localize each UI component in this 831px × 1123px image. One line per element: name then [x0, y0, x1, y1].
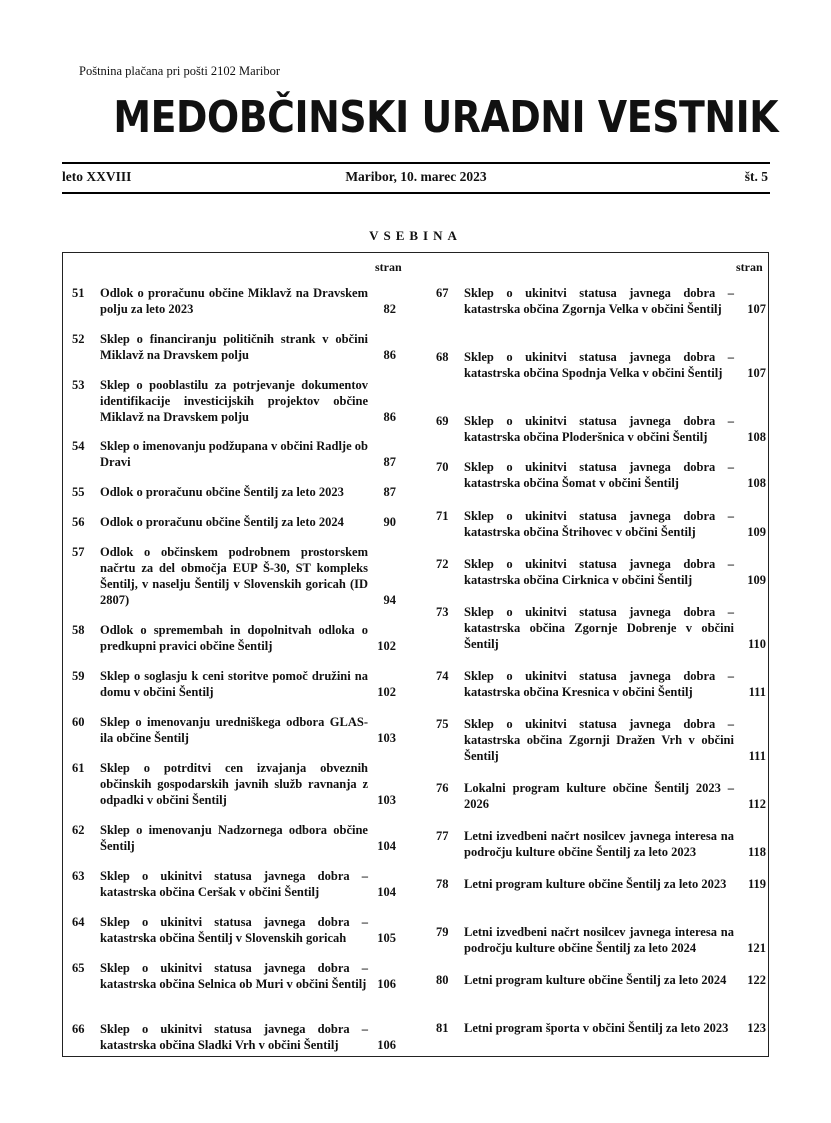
entry-page: 111 [748, 749, 766, 763]
toc-entry [72, 822, 396, 854]
entry-number: 80 [436, 973, 449, 987]
entry-title: Sklep o ukinitvi statusa javnega dobra – katastrska občina Štrihovec v občini Šentilj [464, 509, 734, 539]
toc-title: VSEBINA [369, 228, 462, 243]
entry-page: 86 [383, 348, 396, 362]
entry-number: 73 [436, 605, 449, 619]
entry-page: 108 [747, 476, 766, 490]
entry-number: 79 [436, 925, 449, 939]
entry-title: Sklep o ukinitvi statusa javnega dobra – katastrska občina Šomat v občini Šentilj [464, 460, 734, 490]
entry-page: 109 [747, 525, 766, 539]
toc-entry [436, 876, 766, 892]
entry-page: 82 [383, 302, 396, 316]
toc-entry [72, 760, 396, 808]
entry-number: 51 [72, 286, 85, 300]
entry-page: 121 [747, 941, 766, 955]
entry-page: 106 [377, 977, 396, 991]
entry-number: 81 [436, 1021, 449, 1035]
entry-title: Lokalni program kulture občine Šentilj 2023 – 2026 [464, 781, 734, 811]
toc-entry [72, 714, 396, 746]
toc-entry [436, 668, 766, 700]
entry-page: 107 [747, 366, 766, 380]
issue-bar [62, 169, 770, 189]
entry-title: Letni program kulture občine Šentilj za leto 2024 [464, 973, 727, 987]
entry-title: Odlok o občinskem podrobnem prostorskem načrtu za del območja EUP Š-30, ST kompleks Šentilj, v naselju Šentilj v Slovenskih goricah (ID 2807) [100, 545, 368, 607]
entry-title: Sklep o pooblastilu za potrjevanje dokumentov identifikacije investicijskih projektov občine Miklavž na Dravskem polju [100, 378, 368, 424]
entry-title: Odlok o proračunu občine Šentilj za leto 2023 [100, 485, 344, 499]
toc-entry [436, 285, 766, 317]
entry-page: 103 [377, 731, 396, 745]
entry-page: 111 [748, 685, 766, 699]
toc-entry [72, 484, 396, 500]
entry-number: 75 [436, 717, 449, 731]
entry-page: 106 [377, 1038, 396, 1052]
entry-page: 105 [377, 931, 396, 945]
entry-title: Sklep o soglasju k ceni storitve pomoč družini na domu v občini Šentilj [100, 669, 368, 699]
entry-page: 104 [377, 839, 396, 853]
top-rule [62, 162, 770, 164]
issue-date: Maribor, 10. marec 2023 [345, 169, 487, 184]
toc-entry [72, 377, 396, 425]
entry-page: 94 [383, 593, 396, 607]
toc-entry [72, 514, 396, 530]
entry-title: Sklep o ukinitvi statusa javnega dobra – katastrska občina Zgornji Dražen Vrh v občini Šentilj [464, 717, 734, 763]
entry-title: Letni izvedbeni načrt nosilcev javnega interesa na področju kulture občine Šentilj za leto 2024 [464, 925, 734, 955]
entry-title: Sklep o ukinitvi statusa javnega dobra – katastrska občina Cirknica v občini Šentilj [464, 557, 734, 587]
toc-entry [72, 1021, 396, 1053]
entry-number: 54 [72, 439, 85, 453]
toc-entry [436, 459, 766, 491]
entry-title: Odlok o spremembah in dopolnitvah odloka o predkupni pravici občine Šentilj [100, 623, 368, 653]
toc-entry [72, 868, 396, 900]
entry-number: 74 [436, 669, 449, 683]
toc-entry [436, 556, 766, 588]
entry-page: 123 [747, 1021, 766, 1035]
toc-entry [436, 780, 766, 812]
postage-note: Poštnina plačana pri pošti 2102 Maribor [79, 64, 281, 78]
entry-number: 71 [436, 509, 449, 523]
toc-entry [436, 413, 766, 445]
toc-entry [436, 604, 766, 652]
entry-page: 102 [377, 639, 396, 653]
entry-page: 104 [377, 885, 396, 899]
issue-number: št. 5 [744, 169, 768, 184]
entry-page: 118 [747, 845, 766, 859]
page-column-label-right: stran [736, 260, 763, 274]
entry-title: Sklep o imenovanju podžupana v občini Radlje ob Dravi [100, 439, 368, 469]
entry-page: 110 [747, 637, 766, 651]
entry-title: Sklep o potrditvi cen izvajanja obveznih občinskih gospodarskih javnih služb ravnanja z odpadki v občini Šentilj [100, 761, 368, 807]
toc-entry [436, 349, 766, 381]
toc-entry [72, 622, 396, 654]
toc-entry [72, 285, 396, 317]
entry-number: 56 [72, 515, 85, 529]
entry-number: 52 [72, 332, 85, 346]
entry-title: Sklep o financiranju političnih strank v občini Miklavž na Dravskem polju [100, 332, 368, 362]
entry-number: 55 [72, 485, 85, 499]
entry-number: 70 [436, 460, 449, 474]
toc-entry [436, 828, 766, 860]
toc-entry [72, 544, 396, 608]
entry-number: 77 [436, 829, 449, 843]
entry-number: 59 [72, 669, 85, 683]
entry-title: Sklep o ukinitvi statusa javnega dobra – katastrska občina Selnica ob Muri v občini Šentilj [100, 961, 368, 991]
entry-title: Sklep o imenovanju uredniškega odbora GLAS-ila občine Šentilj [100, 715, 368, 745]
entry-number: 66 [72, 1022, 85, 1036]
entry-title: Sklep o ukinitvi statusa javnega dobra – katastrska občina Spodnja Velka v občini Šentilj [464, 350, 734, 380]
entry-number: 57 [72, 545, 85, 559]
entry-title: Sklep o ukinitvi statusa javnega dobra – katastrska občina Šentilj v Slovenskih goricah [100, 915, 368, 945]
page-column-label-left: stran [375, 260, 402, 274]
entry-title: Sklep o ukinitvi statusa javnega dobra – katastrska občina Zgornja Velka v občini Šentilj [464, 286, 734, 316]
entry-title: Sklep o ukinitvi statusa javnega dobra – katastrska občina Ploderšnica v občini Šentilj [464, 414, 734, 444]
entry-page: 90 [383, 515, 396, 529]
entry-number: 61 [72, 761, 85, 775]
entry-title: Odlok o proračunu občine Šentilj za leto 2024 [100, 515, 344, 529]
entry-page: 102 [377, 685, 396, 699]
entry-title: Letni izvedbeni načrt nosilcev javnega interesa na področju kulture občine Šentilj za leto 2023 [464, 829, 734, 859]
entry-page: 122 [747, 973, 766, 987]
entry-number: 64 [72, 915, 85, 929]
entry-title: Sklep o ukinitvi statusa javnega dobra – katastrska občina Zgornje Dobrenje v občini Šentilj [464, 605, 734, 651]
entry-page: 109 [747, 573, 766, 587]
toc-entry [72, 914, 396, 946]
entry-number: 78 [436, 877, 449, 891]
toc-entry [436, 924, 766, 956]
entry-title: Odlok o proračunu občine Miklavž na Dravskem polju za leto 2023 [100, 286, 368, 316]
entry-page: 107 [747, 302, 766, 316]
bottom-rule [62, 192, 770, 194]
entry-number: 69 [436, 414, 449, 428]
entry-number: 63 [72, 869, 85, 883]
issue-year: leto XXVIII [62, 169, 132, 184]
toc-entry [436, 1020, 766, 1036]
entry-number: 72 [436, 557, 449, 571]
toc-entry [72, 438, 396, 470]
toc-entry [436, 508, 766, 540]
entry-page: 87 [383, 485, 396, 499]
entry-title: Sklep o imenovanju Nadzornega odbora občine Šentilj [100, 823, 368, 853]
entry-number: 76 [436, 781, 449, 795]
entry-number: 60 [72, 715, 85, 729]
toc-entry [72, 668, 396, 700]
toc-entry [72, 331, 396, 363]
entry-page: 108 [747, 430, 766, 444]
entry-title: Sklep o ukinitvi statusa javnega dobra – katastrska občina Ceršak v občini Šentilj [100, 869, 368, 899]
entry-title: Letni program športa v občini Šentilj za leto 2023 [464, 1021, 729, 1035]
entry-title: Sklep o ukinitvi statusa javnega dobra – katastrska občina Sladki Vrh v občini Šentilj [100, 1022, 368, 1052]
entry-title: Sklep o ukinitvi statusa javnega dobra – katastrska občina Kresnica v občini Šentilj [464, 669, 734, 699]
entry-title: Letni program kulture občine Šentilj za leto 2023 [464, 877, 727, 891]
entry-page: 103 [377, 793, 396, 807]
toc-entry [436, 716, 766, 764]
entry-number: 67 [436, 286, 449, 300]
entry-page: 87 [383, 455, 396, 469]
entry-number: 65 [72, 961, 85, 975]
entry-number: 53 [72, 378, 85, 392]
entry-page: 119 [747, 877, 766, 891]
toc-entry [436, 972, 766, 988]
entry-page: 112 [747, 797, 766, 811]
toc-entry [72, 960, 396, 992]
entry-number: 58 [72, 623, 85, 637]
entry-number: 68 [436, 350, 449, 364]
entry-page: 86 [383, 410, 396, 424]
entry-number: 62 [72, 823, 85, 837]
masthead-title: MEDOBČINSKI URADNI VESTNIK [113, 92, 779, 143]
